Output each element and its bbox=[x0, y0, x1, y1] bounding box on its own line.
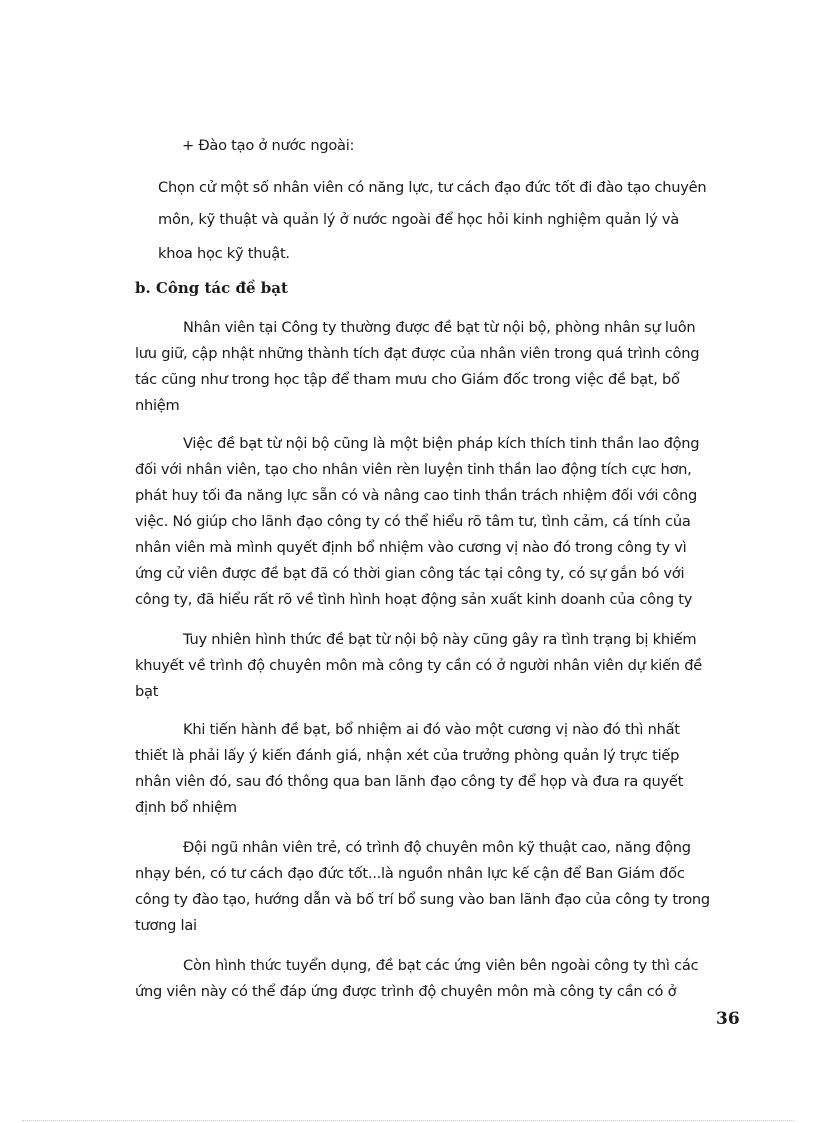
text-line: tác cũng như trong học tập để tham mưu cho Giám đốc trong việc đề bạt, bổ bbox=[135, 371, 680, 388]
overseas-training-heading: + Đào tạo ở nước ngoài: bbox=[182, 137, 355, 154]
text-line: công ty đào tạo, hướng dẫn và bố trí bổ sung vào ban lãnh đạo của công ty trong bbox=[135, 891, 710, 908]
text-line: khoa học kỹ thuật. bbox=[158, 245, 290, 262]
text-line: Chọn cử một số nhân viên có năng lực, tư cách đạo đức tốt đi đào tạo chuyên bbox=[158, 179, 707, 196]
text-line: bạt bbox=[135, 683, 159, 700]
text-line: nhân viên mà mình quyết định bổ nhiệm vào cương vị nào đó trong công ty vì bbox=[135, 539, 687, 556]
text-line: nhạy bén, có tư cách đạo đức tốt...là nguồn nhân lực kế cận để Ban Giám đốc bbox=[135, 865, 685, 882]
text-line: Việc đề bạt từ nội bộ cũng là một biện pháp kích thích tinh thần lao động bbox=[183, 435, 700, 452]
text-line: Tuy nhiên hình thức đề bạt từ nội bộ này cũng gây ra tình trạng bị khiếm bbox=[183, 631, 697, 648]
text-line: Nhân viên tại Công ty thường được đề bạt từ nội bộ, phòng nhân sự luôn bbox=[183, 319, 696, 336]
text-line: công ty, đã hiểu rất rõ về tình hình hoạt động sản xuất kinh doanh của công ty bbox=[135, 591, 693, 608]
text-line: đối với nhân viên, tạo cho nhân viên rèn luyện tinh thần lao động tích cực hơn, bbox=[135, 461, 692, 478]
text-line: Khi tiến hành đề bạt, bổ nhiệm ai đó vào một cương vị nào đó thì nhất bbox=[183, 721, 680, 738]
page-number: 36 bbox=[716, 1009, 740, 1029]
page-bottom-divider bbox=[22, 1120, 794, 1121]
text-line: tương lai bbox=[135, 917, 197, 934]
text-line: ứng viên này có thể đáp ứng được trình độ chuyên môn mà công ty cần có ở bbox=[135, 983, 677, 1000]
text-line: thiết là phải lấy ý kiến đánh giá, nhận xét của trưởng phòng quản lý trực tiếp bbox=[135, 747, 680, 764]
text-line: nhân viên đó, sau đó thông qua ban lãnh đạo công ty để họp và đưa ra quyết bbox=[135, 773, 684, 790]
text-line: định bổ nhiệm bbox=[135, 799, 237, 816]
text-line: ứng cử viên được đề bạt đã có thời gian công tác tại công ty, có sự gắn bó với bbox=[135, 565, 685, 582]
text-line: nhiệm bbox=[135, 397, 180, 414]
text-line: môn, kỹ thuật và quản lý ở nước ngoài để học hỏi kinh nghiệm quản lý và bbox=[158, 211, 679, 228]
text-line: Còn hình thức tuyển dụng, đề bạt các ứng viên bên ngoài công ty thì các bbox=[183, 957, 699, 974]
section-heading: b. Công tác đề bạt bbox=[135, 279, 288, 297]
text-line: lưu giữ, cập nhật những thành tích đạt được của nhân viên trong quá trình công bbox=[135, 345, 700, 362]
text-line: phát huy tối đa năng lực sẵn có và nâng cao tinh thần trách nhiệm đối với công bbox=[135, 487, 698, 504]
text-line: việc. Nó giúp cho lãnh đạo công ty có thể hiểu rõ tâm tư, tình cảm, cá tính của bbox=[135, 513, 691, 530]
text-line: Đội ngũ nhân viên trẻ, có trình độ chuyên môn kỹ thuật cao, năng động bbox=[183, 839, 691, 856]
text-line: khuyết về trình độ chuyên môn mà công ty cần có ở người nhân viên dự kiến đề bbox=[135, 657, 702, 674]
